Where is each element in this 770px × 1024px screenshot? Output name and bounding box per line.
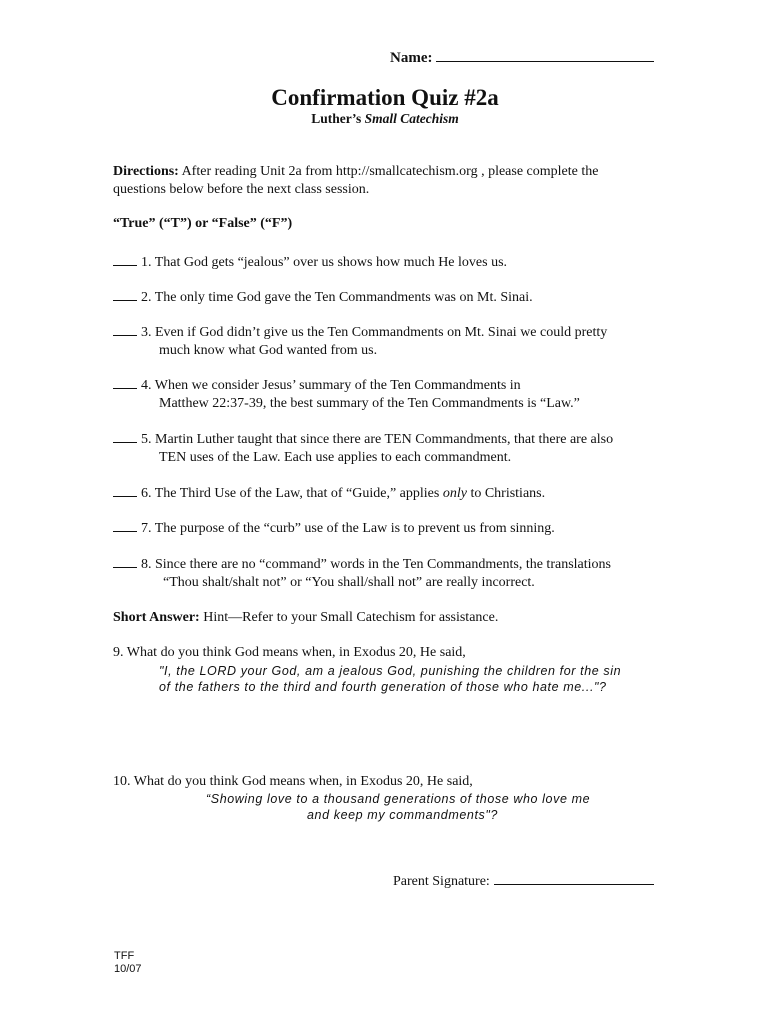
directions-text-2: questions below before the next class session. [113, 182, 370, 197]
question-text-end: to Christians. [466, 486, 546, 501]
subtitle-italic: Small Catechism [364, 111, 459, 126]
directions-text-1: After reading Unit 2a from http://smallcatechism.org , please complete the [178, 164, 599, 179]
short-answer-heading [113, 609, 498, 627]
short-answer-label: Short Answer: [113, 610, 200, 625]
question-text: 8. Since there are no “command” words in the Ten Commandments, the translations [141, 557, 611, 572]
directions-label: Directions: [113, 164, 179, 179]
subtitle [0, 111, 770, 127]
answer-blank[interactable] [113, 376, 137, 389]
question-3 [113, 323, 607, 360]
question-5 [113, 430, 613, 467]
footer-code: TFF [114, 950, 135, 962]
question-text: 6. The Third Use of the Law, that of “Guide,” applies [141, 486, 443, 501]
parent-signature[interactable] [393, 872, 654, 890]
answer-blank[interactable] [113, 288, 137, 301]
subtitle-prefix: Luther’s [311, 111, 365, 126]
answer-blank[interactable] [113, 430, 137, 443]
signature-blank[interactable] [494, 872, 654, 885]
footer [114, 950, 142, 976]
question-text-italic: only [442, 486, 467, 501]
question-text: 7. The purpose of the “curb” use of the Law is to prevent us from sinning. [141, 521, 555, 536]
question-text: 3. Even if God didn’t give us the Ten Commandments on Mt. Sinai we could pretty [141, 325, 608, 340]
question-10-quote-1: “Showing love to a thousand generations of those who love me [206, 792, 591, 806]
short-answer-hint: Hint—Refer to your Small Catechism for assistance. [199, 610, 499, 625]
question-10-prompt: 10. What do you think God means when, in Exodus 20, He said, [113, 774, 473, 789]
directions [113, 163, 598, 199]
answer-blank[interactable] [113, 323, 137, 336]
answer-blank[interactable] [113, 555, 137, 568]
question-text-cont: “Thou shalt/shalt not” or “You shall/shall not” are really incorrect. [163, 575, 535, 590]
question-text: 1. That God gets “jealous” over us shows how much He loves us. [141, 255, 508, 270]
question-text-cont: Matthew 22:37-39, the best summary of the Ten Commandments is “Law.” [159, 396, 580, 411]
question-9-prompt: 9. What do you think God means when, in Exodus 20, He said, [113, 645, 466, 660]
true-false-heading: “True” (“T”) or “False” (“F”) [113, 216, 293, 231]
name-blank[interactable] [436, 48, 654, 62]
answer-blank[interactable] [113, 484, 137, 497]
question-text: 2. The only time God gave the Ten Commandments was on Mt. Sinai. [141, 290, 533, 305]
question-8 [113, 555, 611, 592]
question-4 [113, 376, 580, 413]
question-10-quote-2: and keep my commandments"? [307, 808, 498, 822]
page-title: Confirmation Quiz #2a [271, 85, 499, 110]
question-7 [113, 519, 555, 538]
footer-date: 10/07 [114, 963, 142, 975]
name-field[interactable] [390, 48, 654, 67]
signature-label: Parent Signature: [393, 874, 490, 889]
question-9-quote-2: of the fathers to the third and fourth generation of those who hate me..."? [159, 680, 607, 694]
answer-blank[interactable] [113, 253, 137, 266]
name-label: Name: [390, 50, 433, 66]
question-2 [113, 288, 533, 307]
question-9-quote-1: "I, the LORD your God, am a jealous God, punishing the children for the sin [159, 664, 622, 678]
question-1 [113, 253, 507, 272]
answer-blank[interactable] [113, 519, 137, 532]
question-text-cont: much know what God wanted from us. [159, 343, 378, 358]
question-6 [113, 484, 545, 503]
question-text: 4. When we consider Jesus’ summary of the Ten Commandments in [141, 378, 521, 393]
question-text-cont: TEN uses of the Law. Each use applies to each commandment. [159, 450, 512, 465]
question-text: 5. Martin Luther taught that since there are TEN Commandments, that there are also [141, 432, 614, 447]
